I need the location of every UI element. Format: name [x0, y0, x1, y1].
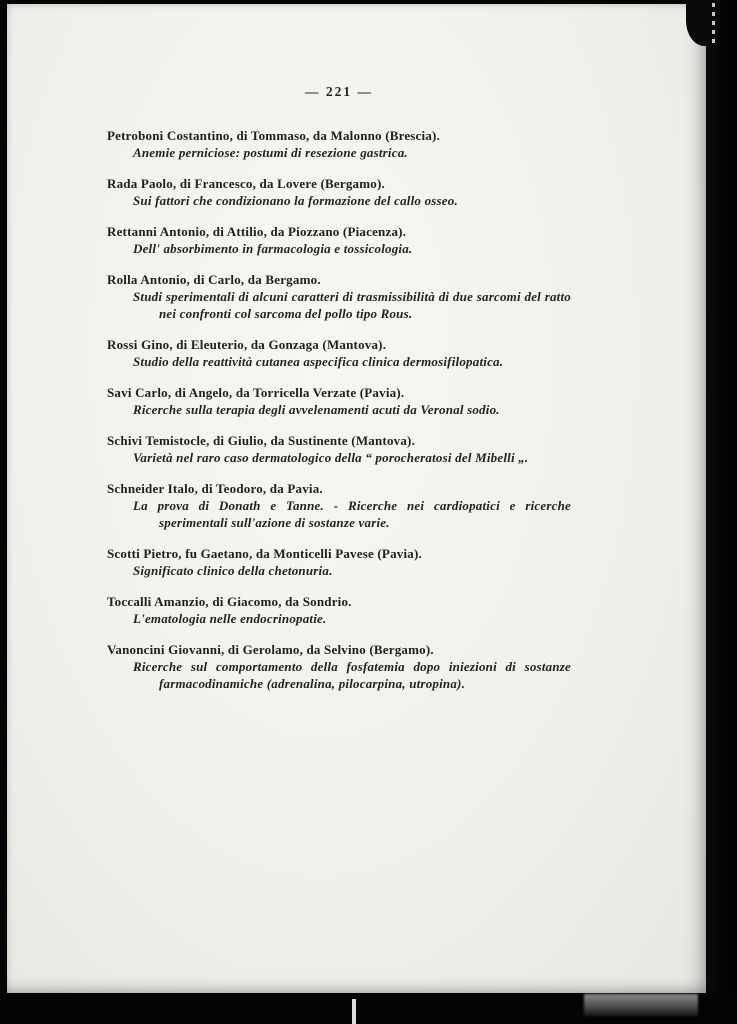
entry	[107, 641, 571, 692]
scan-right-edge	[706, 0, 737, 1024]
entry	[107, 384, 571, 418]
entry-name: Schivi Temistocle, di Giulio, da Sustinente (Mantova).	[107, 433, 416, 448]
entry-title: L'ematologia nelle endocrinopatie.	[133, 611, 327, 626]
entry-name: Toccalli Amanzio, di Giacomo, da Sondrio.	[107, 594, 352, 609]
scan-gray-artifact	[584, 994, 698, 1016]
scan-dash-artifact	[712, 3, 715, 43]
entry-title: Ricerche sulla terapia degli avvelenamenti acuti da Veronal sodio.	[133, 402, 500, 417]
entry	[107, 480, 571, 531]
entry-name: Rossi Gino, di Eleuterio, da Gonzaga (Mantova).	[107, 337, 387, 352]
entry	[107, 223, 571, 257]
entry	[107, 432, 571, 466]
entry-name: Petroboni Costantino, di Tommaso, da Malonno (Brescia).	[107, 128, 441, 143]
entry-name: Schneider Italo, di Teodoro, da Pavia.	[107, 481, 323, 496]
entry	[107, 545, 571, 579]
paper-sheet	[7, 4, 706, 993]
entry	[107, 175, 571, 209]
entry-title: Studio della reattività cutanea aspecifica clinica dermosifilopatica.	[133, 354, 504, 369]
entry	[107, 336, 571, 370]
entry-name: Rada Paolo, di Francesco, da Lovere (Bergamo).	[107, 176, 385, 191]
page-number: — 221 —	[305, 84, 373, 99]
entry-name: Scotti Pietro, fu Gaetano, da Monticelli Pavese (Pavia).	[107, 546, 422, 561]
entry-title: Anemie perniciose: postumi di resezione gastrica.	[133, 145, 408, 160]
entry-title: Studi sperimentali di alcuni caratteri di trasmissibilità di due sarcomi del ratto nei confronti col sarcoma del pollo tipo Rous.	[133, 289, 571, 321]
entry-name: Rolla Antonio, di Carlo, da Bergamo.	[107, 272, 321, 287]
entry-title: Varietà nel raro caso dermatologico della “ porocheratosi del Mibelli „.	[133, 450, 529, 465]
page-content	[107, 84, 571, 706]
entry-name: Rettanni Antonio, di Attilio, da Piozzano (Piacenza).	[107, 224, 407, 239]
entry-name: Savi Carlo, di Angelo, da Torricella Verzate (Pavia).	[107, 385, 405, 400]
entry-title: Ricerche sul comportamento della fosfatemia dopo iniezioni di sostanze farmacodinamiche (adrenalina, pilocarpina, utropina).	[133, 659, 571, 691]
entry	[107, 593, 571, 627]
entry-title: La prova di Donath e Tanne. - Ricerche nei cardiopatici e ricerche sperimentali sull'azione di sostanze varie.	[133, 498, 571, 530]
entry-title: Significato clinico della chetonuria.	[133, 563, 333, 578]
entry	[107, 127, 571, 161]
entry-title: Sui fattori che condizionano la formazione del callo osseo.	[133, 193, 458, 208]
entry-name: Vanoncini Giovanni, di Gerolamo, da Selvino (Bergamo).	[107, 642, 434, 657]
entry-title: Dell' absorbimento in farmacologia e tossicologia.	[133, 241, 413, 256]
entry	[107, 271, 571, 322]
scan-line-artifact	[352, 999, 356, 1024]
